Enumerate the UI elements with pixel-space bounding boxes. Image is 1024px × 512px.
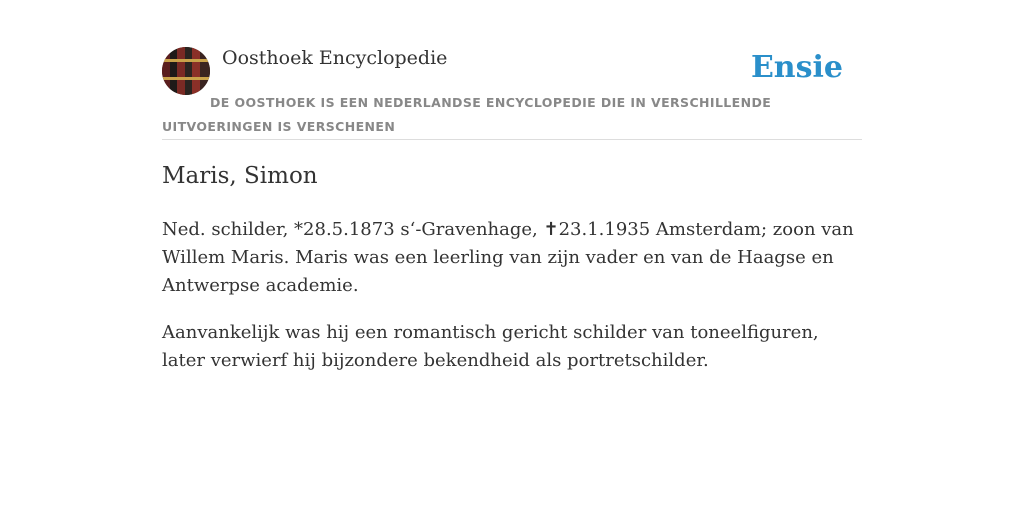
ensie-logo[interactable]: Ensie (750, 50, 843, 85)
source-header (162, 0, 862, 140)
books-icon[interactable] (162, 47, 210, 95)
page (162, 0, 862, 512)
source-subtitle: DE OOSTHOEK IS EEN NEDERLANDSE ENCYCLOPEDIE DIE IN VERSCHILLENDE UITVOERINGEN IS VERSCHENEN (162, 95, 772, 134)
source-title[interactable]: Oosthoek Encyclopedie (222, 47, 448, 69)
article-title: Maris, Simon (162, 163, 318, 189)
article-body (162, 216, 862, 394)
article-paragraph: Ned. schilder, *28.5.1873 s‘-Gravenhage, ✝23.1.1935 Amsterdam; zoon van Willem Maris. Maris was een leerling van zijn vader en van de Haagse en Antwerpse academie. (162, 219, 854, 296)
article-paragraph: Aanvankelijk was hij een romantisch gericht schilder van toneelfiguren, later verwierf hij bijzondere bekendheid als portretschilder. (162, 322, 819, 371)
